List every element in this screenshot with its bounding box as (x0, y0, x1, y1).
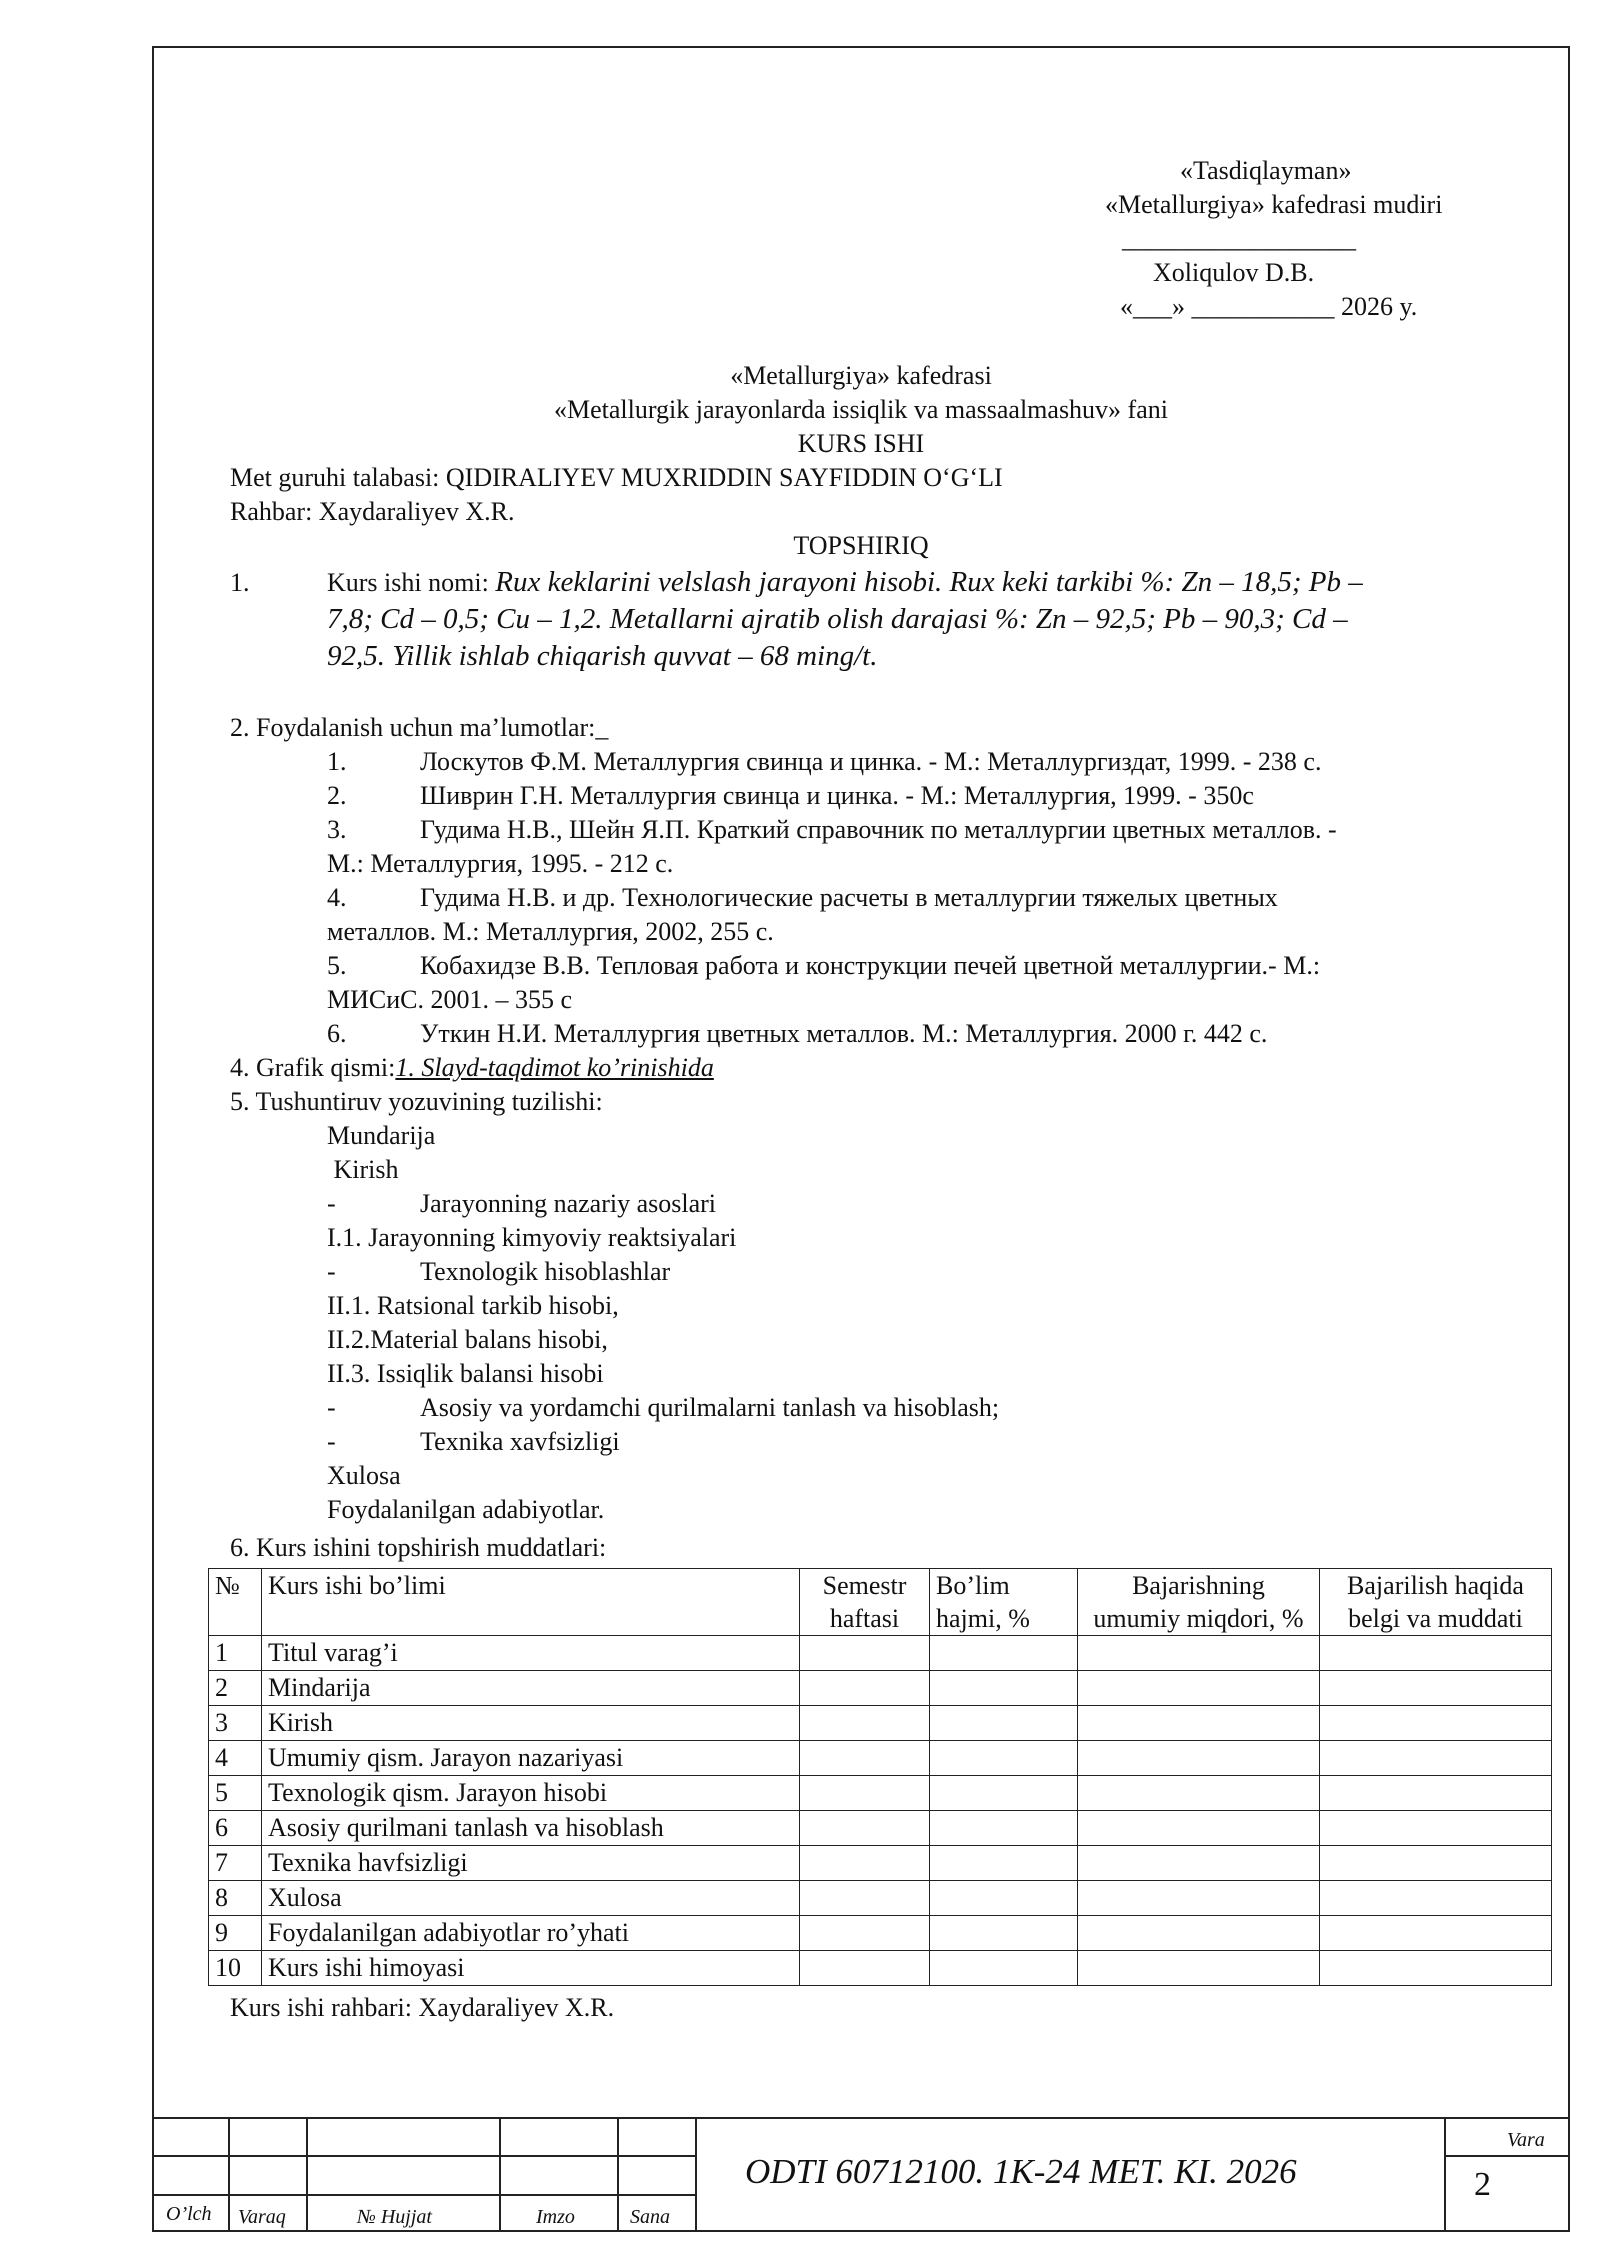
document-code: ODTI 60712100. 1K-24 MET. KI. 2026 (745, 2152, 1297, 2191)
structure-item: Mundarija (327, 1121, 436, 1150)
stamp-line (228, 2117, 230, 2232)
reference-text: Гудима Н.В., Шейн Я.П. Краткий справочник по металлургии цветных металлов. - (420, 815, 1337, 844)
table-row: 8 Xulosa (209, 1881, 1552, 1916)
reference-number: 1. (327, 747, 347, 776)
approval-signature-line: __________________ (1122, 224, 1356, 253)
table-row: 3 Kirish (209, 1706, 1552, 1741)
table-row: 4 Umumiy qism. Jarayon nazariyasi (209, 1741, 1552, 1776)
header-volume: Bo’lim hajmi, % (930, 1569, 1078, 1636)
sheet-label: Vara (1507, 2129, 1545, 2151)
item4-value: 1. Slayd-taqdimot ko’rinishida (395, 1053, 714, 1082)
structure-dash: - (327, 1393, 336, 1422)
reference-text: Гудима Н.В. и др. Технологические расчеты в металлургии тяжелых цветных (420, 883, 1278, 912)
approval-date: «___» ___________ 2026 y. (1120, 292, 1418, 321)
item5-title: 5. Tushuntiruv yozuvining tuzilishi: (230, 1087, 603, 1116)
item4-label: 4. Grafik qismi: (230, 1053, 396, 1082)
approval-position: «Metallurgiya» kafedrasi mudiri (1105, 190, 1443, 219)
structure-item: Texnika xavfsizligi (420, 1427, 620, 1456)
item4 (230, 1051, 714, 1085)
table-row: 1 Titul varag’i (209, 1636, 1552, 1671)
stamp-line (617, 2117, 619, 2232)
item1-line2: 7,8; Cd – 0,5; Cu – 1,2. Metallarni ajratib olish darajasi %: Zn – 92,5; Pb – 90,3; Cd – (327, 603, 1348, 635)
header-mark: Bajarilish haqida belgi va muddati (1320, 1569, 1552, 1636)
item1-title-part1: Rux keklarini velslash jarayoni hisobi. Rux keki tarkibi %: Zn – 18,5; Pb – (495, 566, 1363, 598)
task-title: TOPSHIRIQ (793, 531, 929, 560)
reference-number: 6. (327, 1019, 347, 1048)
stamp-label-imzo: Imzo (536, 2206, 575, 2228)
reference-text: Шиврин Г.Н. Металлургия свинца и цинка. - М.: Металлургия, 1999. - 350с (420, 781, 1254, 810)
item1-line3: 92,5. Yillik ishlab chiqarish quvvat – 68 ming/t. (327, 640, 878, 672)
reference-text: Лоскутов Ф.М. Металлургия свинца и цинка. - М.: Металлургиздат, 1999. - 238 с. (420, 747, 1322, 776)
table-row: 9 Foydalanilgan adabiyotlar ro’yhati (209, 1916, 1552, 1951)
structure-item: II.3. Issiqlik balansi hisobi (327, 1359, 604, 1388)
student: Met guruhi talabasi: QIDIRALIYEV MUXRIDDIN SAYFIDDIN O‘G‘LI (230, 463, 1003, 492)
stamp-line (152, 2194, 695, 2196)
structure-item: Xulosa (327, 1461, 401, 1490)
structure-dash: - (327, 1189, 336, 1218)
stamp-label-sana: Sana (630, 2206, 670, 2228)
approval-title: «Tasdiqlayman» (1180, 156, 1352, 185)
stamp-label-olch: O’lch (166, 2203, 212, 2225)
stamp-line (1444, 2117, 1446, 2232)
structure-item: II.1. Ratsional tarkib hisobi, (327, 1291, 619, 1320)
table-row: 5 Texnologik qism. Jarayon hisobi (209, 1776, 1552, 1811)
reference-number: 2. (327, 781, 347, 810)
stamp-line (695, 2117, 697, 2232)
structure-dash: - (327, 1427, 336, 1456)
reference-number: 3. (327, 815, 347, 844)
reference-number: 5. (327, 951, 347, 980)
department: «Metallurgiya» kafedrasi (730, 361, 992, 390)
subject: «Metallurgik jarayonlarda issiqlik va massaalmashuv» fani (554, 395, 1168, 424)
stamp-line (152, 2117, 1570, 2119)
structure-item: Foydalanilgan adabiyotlar. (327, 1495, 605, 1524)
structure-item: Kirish (327, 1155, 399, 1184)
item1-line1 (327, 564, 1363, 601)
header-section: Kurs ishi bo’limi (262, 1569, 800, 1636)
table-row: 6 Asosiy qurilmani tanlash va hisoblash (209, 1811, 1552, 1846)
item6-title: 6. Kurs ishini topshirish muddatlari: (230, 1533, 607, 1562)
table-row: 7 Texnika havfsizligi (209, 1846, 1552, 1881)
item1-number: 1. (230, 568, 250, 597)
reference-number: 4. (327, 883, 347, 912)
reference-text: Кобахидзе В.В. Тепловая работа и конструкции печей цветной металлургии.- М.: (420, 951, 1321, 980)
doc-type: KURS ISHI (797, 429, 925, 458)
approval-name: Xoliqulov D.B. (1153, 258, 1315, 287)
supervisor-footer: Kurs ishi rahbari: Xaydaraliyev X.R. (230, 1993, 615, 2022)
supervisor: Rahbar: Xaydaraliyev X.R. (230, 497, 515, 526)
table-row: 10 Kurs ishi himoyasi (209, 1951, 1552, 1986)
structure-item: Asosiy va yordamchi qurilmalarni tanlash va hisoblash; (420, 1393, 1000, 1422)
header-total: Bajarishning umumiy miqdori, % (1078, 1569, 1320, 1636)
structure-item: Texnologik hisoblashlar (420, 1257, 671, 1286)
stamp-line (499, 2117, 501, 2232)
reference-text: Уткин Н.И. Металлургия цветных металлов. М.: Металлургия. 2000 г. 442 с. (420, 1019, 1268, 1048)
structure-item: I.1. Jarayonning kimyoviy reaktsiyalari (327, 1223, 737, 1252)
table-row: 2 Mindarija (209, 1671, 1552, 1706)
item1-label: Kurs ishi nomi: (327, 568, 496, 597)
stamp-line (152, 2155, 695, 2157)
reference-text-cont: М.: Металлургия, 1995. - 212 с. (327, 849, 674, 878)
item2-title: 2. Foydalanish uchun ma’lumotlar:_ (230, 713, 609, 742)
reference-text-cont: МИСиС. 2001. – 355 с (327, 985, 573, 1014)
stamp-label-hujjat: № Hujjat (357, 2206, 432, 2228)
header-number: № (209, 1569, 262, 1636)
structure-item: II.2.Material balans hisobi, (327, 1325, 608, 1354)
sheet-number: 2 (1474, 2166, 1491, 2203)
header-week: Semestr haftasi (800, 1569, 930, 1636)
table-header-row (209, 1569, 1552, 1636)
reference-text-cont: металлов. М.: Металлургия, 2002, 255 с. (327, 917, 774, 946)
stamp-line (306, 2117, 308, 2232)
structure-dash: - (327, 1257, 336, 1286)
schedule-table (208, 1568, 1552, 1986)
structure-item: Jarayonning nazariy asoslari (420, 1189, 717, 1218)
stamp-label-varaq: Varaq (238, 2206, 286, 2228)
